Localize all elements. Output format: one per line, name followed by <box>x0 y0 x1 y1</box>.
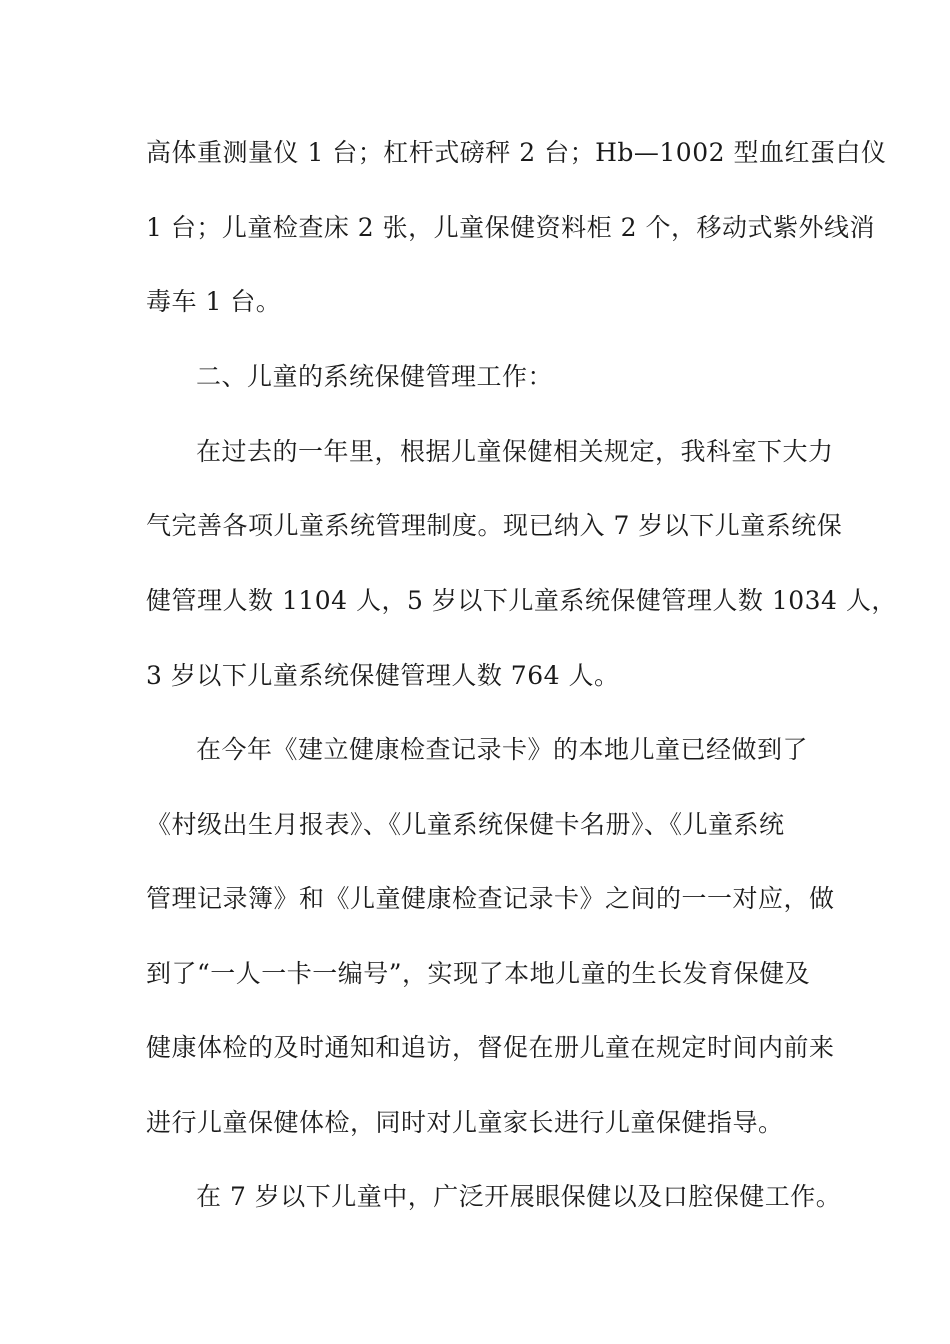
text-line-11: 管理记录簿》和《儿童健康检查记录卡》之间的一一对应，做 <box>146 884 835 913</box>
text-line-8: 3 岁以下儿童系统保健管理人数 764 人。 <box>146 661 620 690</box>
text-line-3: 毒车 1 台。 <box>146 287 282 316</box>
text-line-9: 在今年《建立健康检查记录卡》的本地儿童已经做到了 <box>196 735 809 764</box>
text-line-10: 《村级出生月报表》、《儿童系统保健卡名册》、《儿童系统 <box>146 810 785 839</box>
section-heading: 二、儿童的系统保健管理工作： <box>196 362 554 391</box>
text-line-5: 在过去的一年里，根据儿童保健相关规定，我科室下大力 <box>196 437 834 466</box>
text-line-6: 气完善各项儿童系统管理制度。现已纳入 7 岁以下儿童系统保 <box>146 511 843 540</box>
text-line-15: 在 7 岁以下儿童中，广泛开展眼保健以及口腔保健工作。 <box>196 1182 842 1211</box>
text-line-2: 1 台；儿童检查床 2 张，儿童保健资料柜 2 个，移动式紫外线消 <box>146 213 875 242</box>
text-line-7: 健管理人数 1104 人，5 岁以下儿童系统保健管理人数 1034 人， <box>146 586 897 615</box>
text-line-13: 健康体检的及时通知和追访，督促在册儿童在规定时间内前来 <box>146 1033 835 1062</box>
text-line-12: 到了“一人一卡一编号”，实现了本地儿童的生长发育保健及 <box>146 959 811 988</box>
text-line-1: 高体重测量仪 1 台；杠杆式磅秤 2 台；Hb—1002 型血红蛋白仪 <box>146 138 887 167</box>
text-line-14: 进行儿童保健体检，同时对儿童家长进行儿童保健指导。 <box>146 1108 784 1137</box>
